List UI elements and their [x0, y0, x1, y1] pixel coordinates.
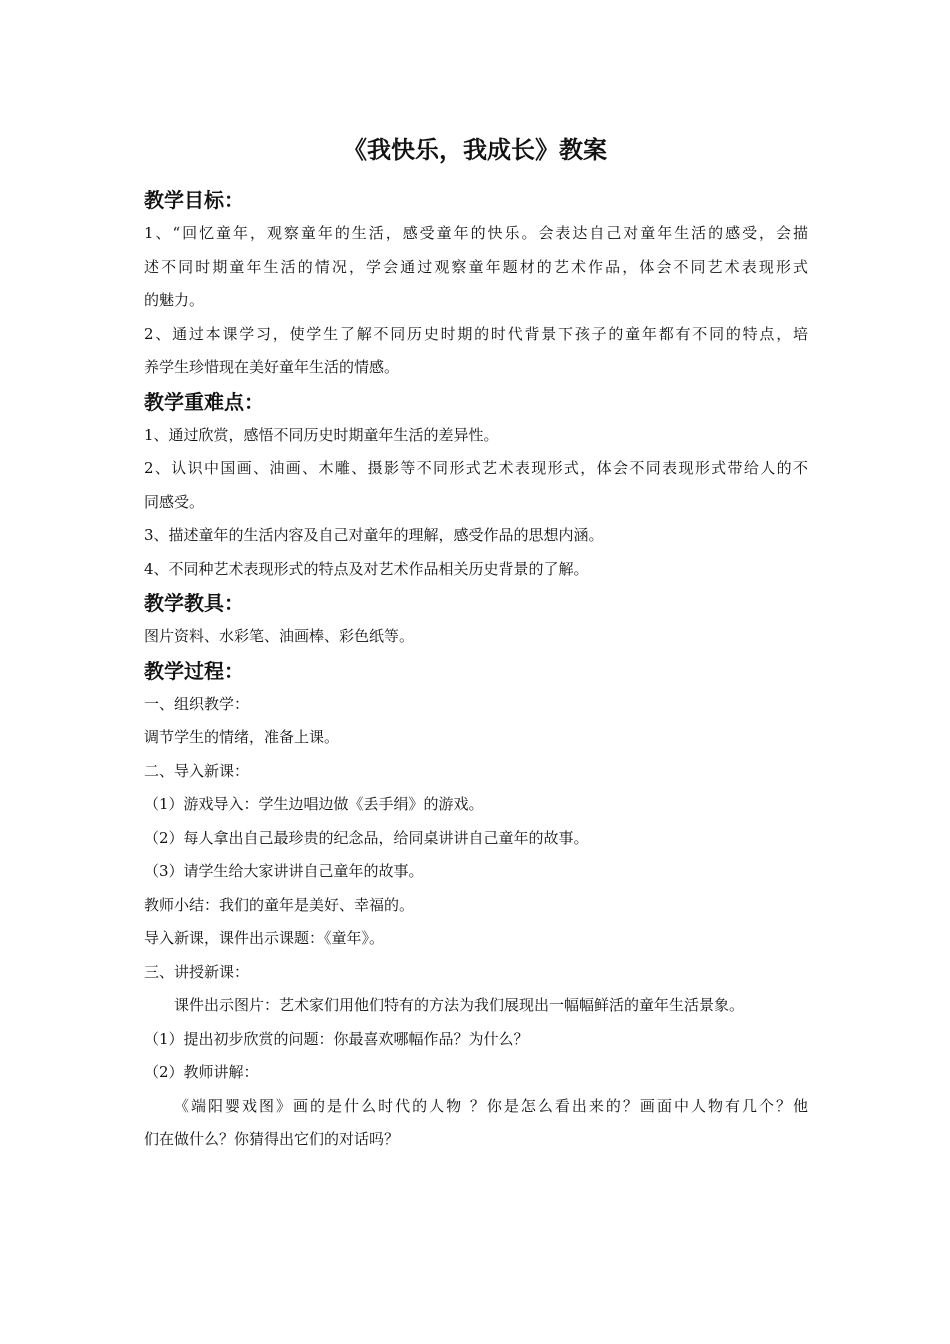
process-step3-title: 三、讲授新课：: [144, 962, 250, 981]
process-step2-item2: （2）每人拿出自己最珍贵的纪念品，给同桌讲讲自己童年的故事。: [144, 828, 589, 847]
key-points-item4: 4、不同种艺术表现形式的特点及对艺术作品相关历史背景的了解。: [144, 559, 589, 578]
objectives-p1-line1: 1、“回忆童年，观察童年的生活，感受童年的快乐。会表达自己对童年生活的感受，会描: [144, 224, 808, 242]
heading-objectives: 教学目标：: [144, 188, 244, 212]
key-points-item2-line2: 同感受。: [144, 492, 205, 511]
process-step2-summary: 教师小结：我们的童年是美好、幸福的。: [144, 895, 415, 914]
process-step2-intro: 导入新课，课件出示课题：《童年》。: [144, 929, 385, 947]
objectives-p2-line1: 2、通过本课学习，使学生了解不同历史时期的时代背景下孩子的童年都有不同的特点，培: [144, 324, 808, 343]
process-step3-paragraph2-line2: 们在做什么？你猜得出它们的对话吗？: [144, 1130, 400, 1148]
heading-process: 教学过程：: [144, 658, 244, 683]
process-step3-item2: （2）教师讲解：: [144, 1063, 259, 1081]
process-step1-body: 调节学生的情绪，准备上课。: [144, 728, 340, 746]
process-step2-title: 二、导入新课：: [144, 761, 250, 780]
process-step3-item1: （1）提出初步欣赏的问题：你最喜欢哪幅作品？为什么？: [144, 1029, 529, 1048]
heading-tools: 教学教具：: [144, 591, 244, 615]
key-points-item3: 3、描述童年的生活内容及自己对童年的理解，感受作品的思想内涵。: [144, 526, 604, 544]
process-step2-item1: （1）游戏导入：学生边唱边做《丢手绢》的游戏。: [144, 795, 484, 813]
tools-list: 图片资料、水彩笔、油画棒、彩色纸等。: [144, 627, 415, 645]
heading-key-points: 教学重难点：: [144, 389, 264, 414]
objectives-p1-line2: 述不同时期童年生活的情况，学会通过观察童年题材的艺术作品，体会不同艺术表现形式: [144, 257, 808, 276]
process-step3-paragraph1: 课件出示图片：艺术家们用他们特有的方法为我们展现出一幅幅鲜活的童年生活景象。: [174, 996, 745, 1014]
process-step3-paragraph2-line1: 《端阳婴戏图》画的是什么时代的人物 ？你是怎么看出来的？画面中人物有几个？他: [174, 1096, 808, 1115]
key-points-item1: 1、通过欣赏，感悟不同历史时期童年生活的差异性。: [144, 425, 499, 444]
document-title: 《我快乐，我成长》教案: [343, 136, 607, 164]
objectives-p1-line3: 的魅力。: [144, 291, 205, 309]
document-body: [144, 183, 808, 1157]
process-step1-title: 一、组织教学：: [144, 694, 250, 713]
objectives-p2-line2: 养学生珍惜现在美好童年生活的情感。: [144, 358, 400, 376]
process-step2-item3: （3）请学生给大家讲讲自己童年的故事。: [144, 862, 424, 880]
key-points-item2-line1: 2、认识中国画、油画、木雕、摄影等不同形式艺术表现形式，体会不同表现形式带给人的不: [144, 459, 808, 477]
